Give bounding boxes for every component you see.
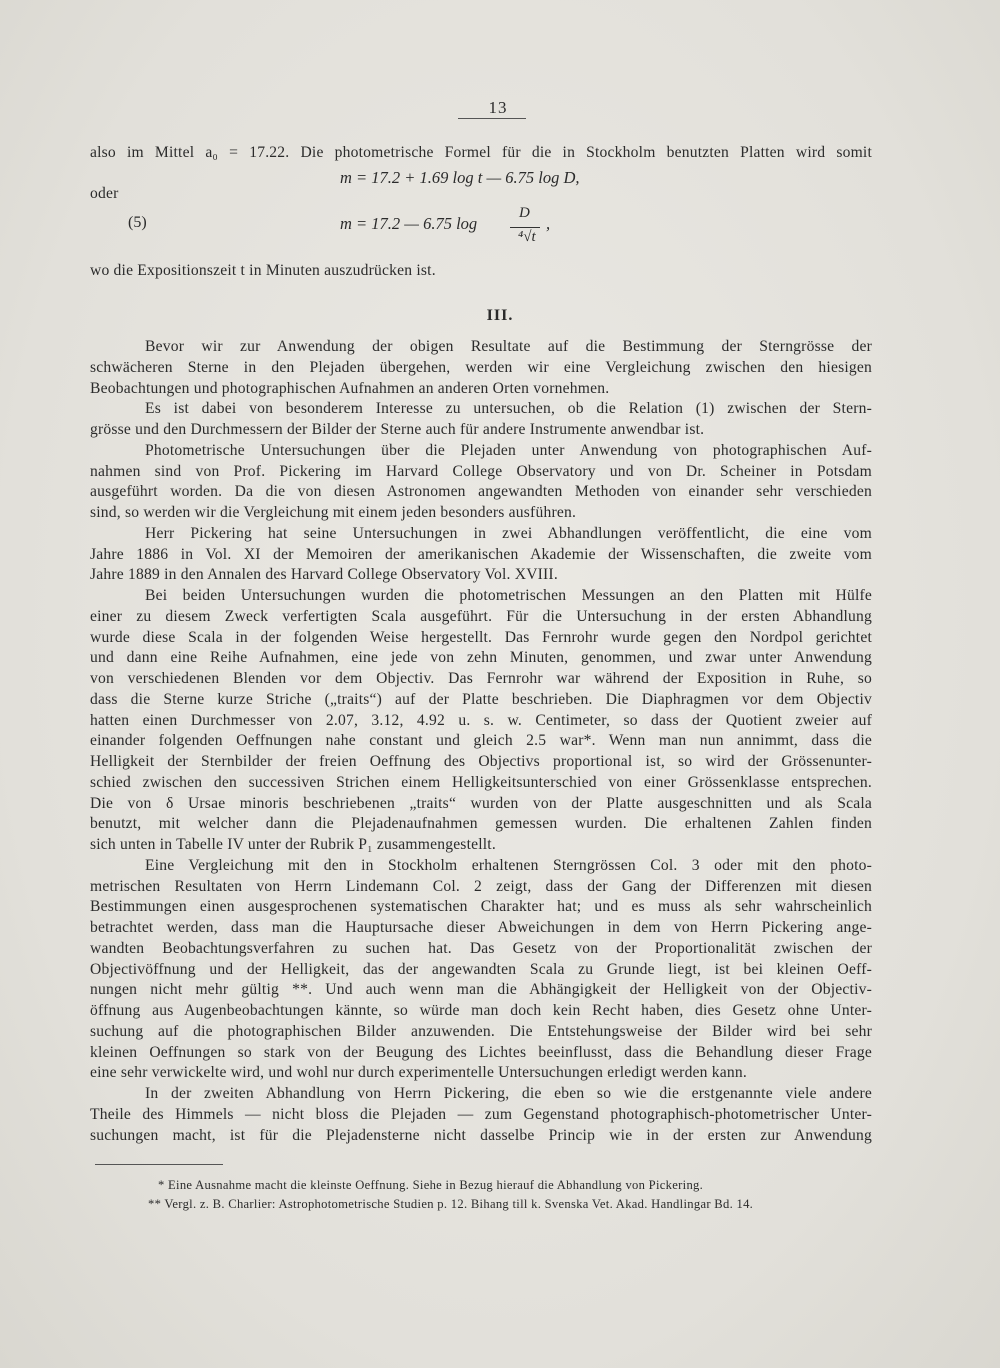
text-line-after-formula: wo die Expositionszeit t in Minuten auszudrücken ist. — [90, 262, 436, 279]
text-line: Die von δ Ursae minoris beschriebenen „traits“ wurden von der Platte ausgeschnitten und als Scala — [90, 794, 872, 812]
text-line: suchungen macht, ist für die Plejadensterne nicht dasselbe Princip wie in der ersten zur Anwendung — [90, 1126, 872, 1144]
text-line: Helligkeit der Sternbilder der freien Oeffnung des Objectivs proportional ist, so wird der Grössenunter- — [90, 753, 872, 770]
footnote-1: * Eine Ausnahme macht die kleinste Oeffnung. Siehe in Bezug hierauf die Abhandlung von Pickering. — [158, 1178, 704, 1192]
text-line: eine sehr verwickelte wird, und wohl nur durch experimentelle Untersuchungen erledigt werden kann. — [90, 1064, 747, 1082]
text-line: In der zweiten Abhandlung von Herrn Pickering, die eben so wie die erstgenannte viele andere — [145, 1085, 872, 1102]
text-line-intro: also im Mittel a₀ = 17.22. Die photometrische Formel für die in Stockholm benutzten Platten wird somit — [90, 144, 872, 161]
formula-1: m = 17.2 + 1.69 log t — 6.75 log D, — [340, 168, 580, 187]
text-line: dass die Sterne kurze Striche („traits“) auf der Platte beschrieben. Die Diaphragmen vor dem Objectiv — [90, 690, 872, 708]
formula-2-fraction-bar — [510, 227, 540, 228]
text-line: Bevor wir zur Anwendung der obigen Resultate auf die Bestimmung der Sterngrösse der — [145, 338, 872, 355]
text-line: Es ist dabei von besonderem Interesse zu untersuchen, ob die Relation (1) zwischen der Stern- — [145, 400, 872, 418]
text-line: hatten einen Durchmesser von 2.07, 3.12, 4.92 u. s. w. Centimeter, so dass der Quotient zweier auf — [90, 711, 872, 729]
text-line: Theile des Himmels — nicht bloss die Plejaden — zum Gegenstand photographisch-photometrischer Unter- — [90, 1105, 872, 1123]
formula-2-denominator: ⁴√t — [518, 229, 536, 245]
text-line: Jahre 1886 in Vol. XI der Memoiren der amerikanischen Akademie der Wissenschaften, die zweite vom — [90, 545, 872, 563]
text-line: grösse und den Durchmessern der Bilder der Sterne auch für andere Instrumente anwendbar ist. — [90, 421, 705, 438]
formula-2: m = 17.2 — 6.75 log — [340, 214, 478, 233]
text-line: Bei beiden Untersuchungen wurden die photometrischen Messungen an den Platten mit Hülfe — [145, 587, 872, 604]
text-line: ausgeführt worden. Da die von diesen Astronomen angewandten Methoden von einander sehr verschieden — [90, 483, 872, 501]
text-line: Beobachtungen und photographischen Aufnahmen an anderen Orten vornehmen. — [90, 379, 610, 397]
text-line: einander folgenden Oeffnungen nahe constant und gleich 2.5 war*. Wenn man nun annimmt, dass die — [90, 732, 872, 750]
text-line: öffnung aus Augenbeobachtungen kännte, so würde man doch kein Recht haben, dies Gesetz ohne Unter- — [90, 1002, 872, 1019]
formula-2-comma: , — [546, 214, 551, 233]
text-line: nahmen sind von Prof. Pickering im Harvard College Observatory und von Dr. Scheiner in Potsdam — [90, 462, 872, 480]
text-line: betrachtet werden, dass man die Hauptursache dieser Abweichungen in dem von Herrn Pickering ange- — [90, 919, 872, 936]
text-oder: oder — [90, 185, 119, 202]
text-line: wandten Beobachtungsverfahren zu suchen hat. Das Gesetz von der Proportionalität zwischen der — [90, 939, 872, 957]
text-line: Objectivöffnung und der Helligkeit, das der angewandten Scala zu Grunde liegt, ist bei kleinen Oeff- — [90, 960, 872, 978]
text-line: von verschiedenen Blenden vor dem Objectiv. Das Fernrohr war während der Exposition in Ruhe, so — [90, 670, 872, 687]
text-line: Photometrische Untersuchungen über die Plejaden unter Anwendung von photographischen Auf- — [145, 441, 872, 459]
text-line: wurde diese Scala in der folgenden Weise hergestellt. Das Fernrohr wurde gegen den Nordpol gerichtet — [90, 628, 872, 646]
text-line: suchung auf die photographischen Bilder anzuwenden. Die Entstehungsweise der Bilder wird bei sehr — [90, 1022, 872, 1040]
text-line: sich unten in Tabelle IV unter der Rubrik P₁ zusammengestellt. — [90, 836, 496, 853]
footnote-2: ** Vergl. z. B. Charlier: Astrophotometrische Studien p. 12. Bihang till k. Svenska Vet. Akad. Handlingar Bd. 14. — [148, 1197, 754, 1211]
text-line: sind, so werden wir die Vergleichung mit einem jeden besonders ausführen. — [90, 504, 577, 521]
equation-number: (5) — [128, 214, 147, 231]
text-line: Bestimmungen einen ausgesprochenen systematischen Charakter hat; und es muss als sehr wahrscheinlich — [90, 898, 872, 916]
text-line: metrischen Resultaten von Herrn Lindemann Col. 2 zeigt, dass der Gang der Differenzen mit diesen — [90, 877, 872, 895]
formula-2-numerator: D — [519, 205, 530, 221]
text-line: Jahre 1889 in den Annalen des Harvard College Observatory Vol. XVIII. — [90, 566, 558, 584]
text-line: benutzt, mit welcher dann die Plejadenaufnahmen gemessen wurden. Die erhaltenen Zahlen finden — [90, 815, 872, 833]
text-line: und dann eine Reihe Aufnahmen, eine jede von zehn Minuten, genommen, und zwar unter Anwendung — [90, 649, 872, 667]
page-number-rule — [458, 118, 526, 119]
text-line: nungen nicht mehr gültig **. Und auch wenn man die Abhängigkeit der Helligkeit von der Objectiv- — [90, 981, 872, 999]
text-line: Herr Pickering hat seine Untersuchungen in zwei Abhandlungen veröffentlicht, die eine vom — [145, 524, 872, 542]
section-heading: III. — [486, 307, 514, 324]
text-line: Eine Vergleichung mit den in Stockholm erhaltenen Sterngrössen Col. 3 oder mit den photo- — [145, 856, 872, 874]
text-line: kleinen Oeffnungen so stark von der Beugung des Lichtes beeinflusst, dass die Behandlung dieser Frage — [90, 1043, 872, 1061]
text-line: einer zu diesem Zweck verfertigten Scala ausgeführt. Für die Untersuchung in der ersten Abhandlung — [90, 607, 872, 625]
text-line: schwächeren Sterne in den Plejaden übergehen, werden wir eine Vergleichung zwischen den hiesigen — [90, 358, 872, 376]
page-number: 13 — [488, 98, 508, 117]
text-line: schied zwischen den successiven Strichen einem Helligkeitsunterschied von einer Grössenklasse entsprechen. — [90, 773, 872, 791]
footnote-rule — [95, 1164, 223, 1165]
